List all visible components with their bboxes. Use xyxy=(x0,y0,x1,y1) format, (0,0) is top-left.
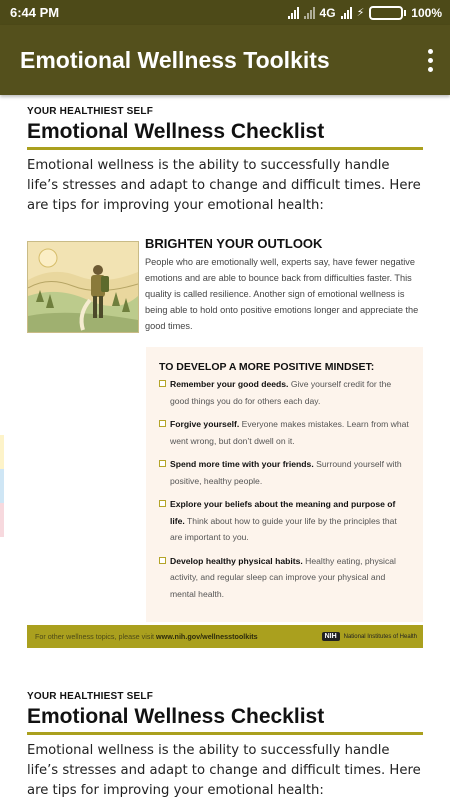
checkbox-icon xyxy=(159,420,166,427)
checkbox-icon xyxy=(159,460,166,467)
tip-text: Give yourself credit for the good things you do for others each day. xyxy=(170,379,392,406)
status-icons xyxy=(288,6,442,20)
side-strip-pink xyxy=(0,503,4,537)
no-signal-icon xyxy=(304,7,315,19)
checklist-title: Emotional Wellness Checklist xyxy=(27,120,423,150)
outlook-text xyxy=(145,236,423,334)
section-kicker: YOUR HEALTHIEST SELF xyxy=(27,691,154,702)
tips-box xyxy=(146,347,423,622)
tip-item xyxy=(159,416,411,449)
app-bar xyxy=(0,25,450,95)
tip-item xyxy=(159,496,411,546)
outlook-block xyxy=(27,236,423,336)
tip-title: Forgive yourself. xyxy=(170,419,240,429)
tip-item xyxy=(159,376,411,409)
nih-logo xyxy=(322,632,417,641)
checklist-title: Emotional Wellness Checklist xyxy=(27,705,423,735)
checklist-page xyxy=(27,106,423,651)
intro-paragraph: Emotional wellness is the ability to successfully handle life’s stresses and adapt to change and difficult times. Here are tips for improving your emotional health: xyxy=(27,743,421,798)
overflow-menu-icon[interactable] xyxy=(410,40,450,80)
tip-text: Think about how to guide your life by the principles that are important to you. xyxy=(170,515,397,542)
tip-title: Explore your beliefs about the meaning and purpose of life. xyxy=(170,499,396,526)
tip-item xyxy=(159,456,411,489)
document-viewer[interactable] xyxy=(0,95,450,800)
checkbox-icon xyxy=(159,557,166,564)
status-bar xyxy=(0,0,450,25)
battery-icon xyxy=(369,6,406,20)
status-time: 6:44 PM xyxy=(10,5,60,20)
charging-icon: ⚡ xyxy=(356,7,365,19)
checklist-page xyxy=(27,691,423,800)
checkbox-icon xyxy=(159,380,166,387)
nih-name: National Institutes of Health xyxy=(343,633,417,640)
checkbox-icon xyxy=(159,500,166,507)
tip-title: Remember your good deeds. xyxy=(170,379,289,389)
signal-icon xyxy=(341,7,352,19)
hiker-illustration xyxy=(27,241,139,333)
tip-title: Develop healthy physical habits. xyxy=(170,555,303,566)
side-color-strips xyxy=(0,435,4,537)
tip-text: Surround yourself with positive, healthy people. xyxy=(170,459,402,486)
tips-heading: TO DEVELOP A MORE POSITIVE MINDSET: xyxy=(159,361,375,373)
tip-item xyxy=(159,553,411,603)
network-type: 4G xyxy=(319,5,336,20)
tip-text: Everyone makes mistakes. Learn from what went wrong, but don’t dwell on it. xyxy=(170,419,409,446)
outlook-heading: BRIGHTEN YOUR OUTLOOK xyxy=(145,236,323,251)
footer-label: For other wellness topics, please visit xyxy=(35,632,155,641)
tip-text: Healthy eating, physical activity, and regular sleep can improve your physical and mental health. xyxy=(170,555,396,599)
outlook-body: People who are emotionally well, experts say, have fewer negative emotions and are able to bounce back from difficulties faster. This quality is called resilience. Another sign of emotional wellness is being able to hold onto positive emotions longer and appreciate the good times. xyxy=(145,257,419,331)
battery-percent: 100% xyxy=(411,5,442,20)
app-title: Emotional Wellness Toolkits xyxy=(20,46,330,73)
nih-badge: NIH xyxy=(322,632,340,641)
tip-title: Spend more time with your friends. xyxy=(170,459,314,469)
intro-paragraph: Emotional wellness is the ability to successfully handle life’s stresses and adapt to change and difficult times. Here are tips for improving your emotional health: xyxy=(27,158,421,213)
side-strip-yellow xyxy=(0,435,4,469)
footer-bar xyxy=(27,625,423,648)
side-strip-blue xyxy=(0,469,4,503)
section-kicker: YOUR HEALTHIEST SELF xyxy=(27,106,154,117)
signal-icon xyxy=(288,7,299,19)
footer-text xyxy=(35,632,322,641)
footer-link[interactable]: www.nih.gov/wellnesstoolkits xyxy=(156,632,258,641)
